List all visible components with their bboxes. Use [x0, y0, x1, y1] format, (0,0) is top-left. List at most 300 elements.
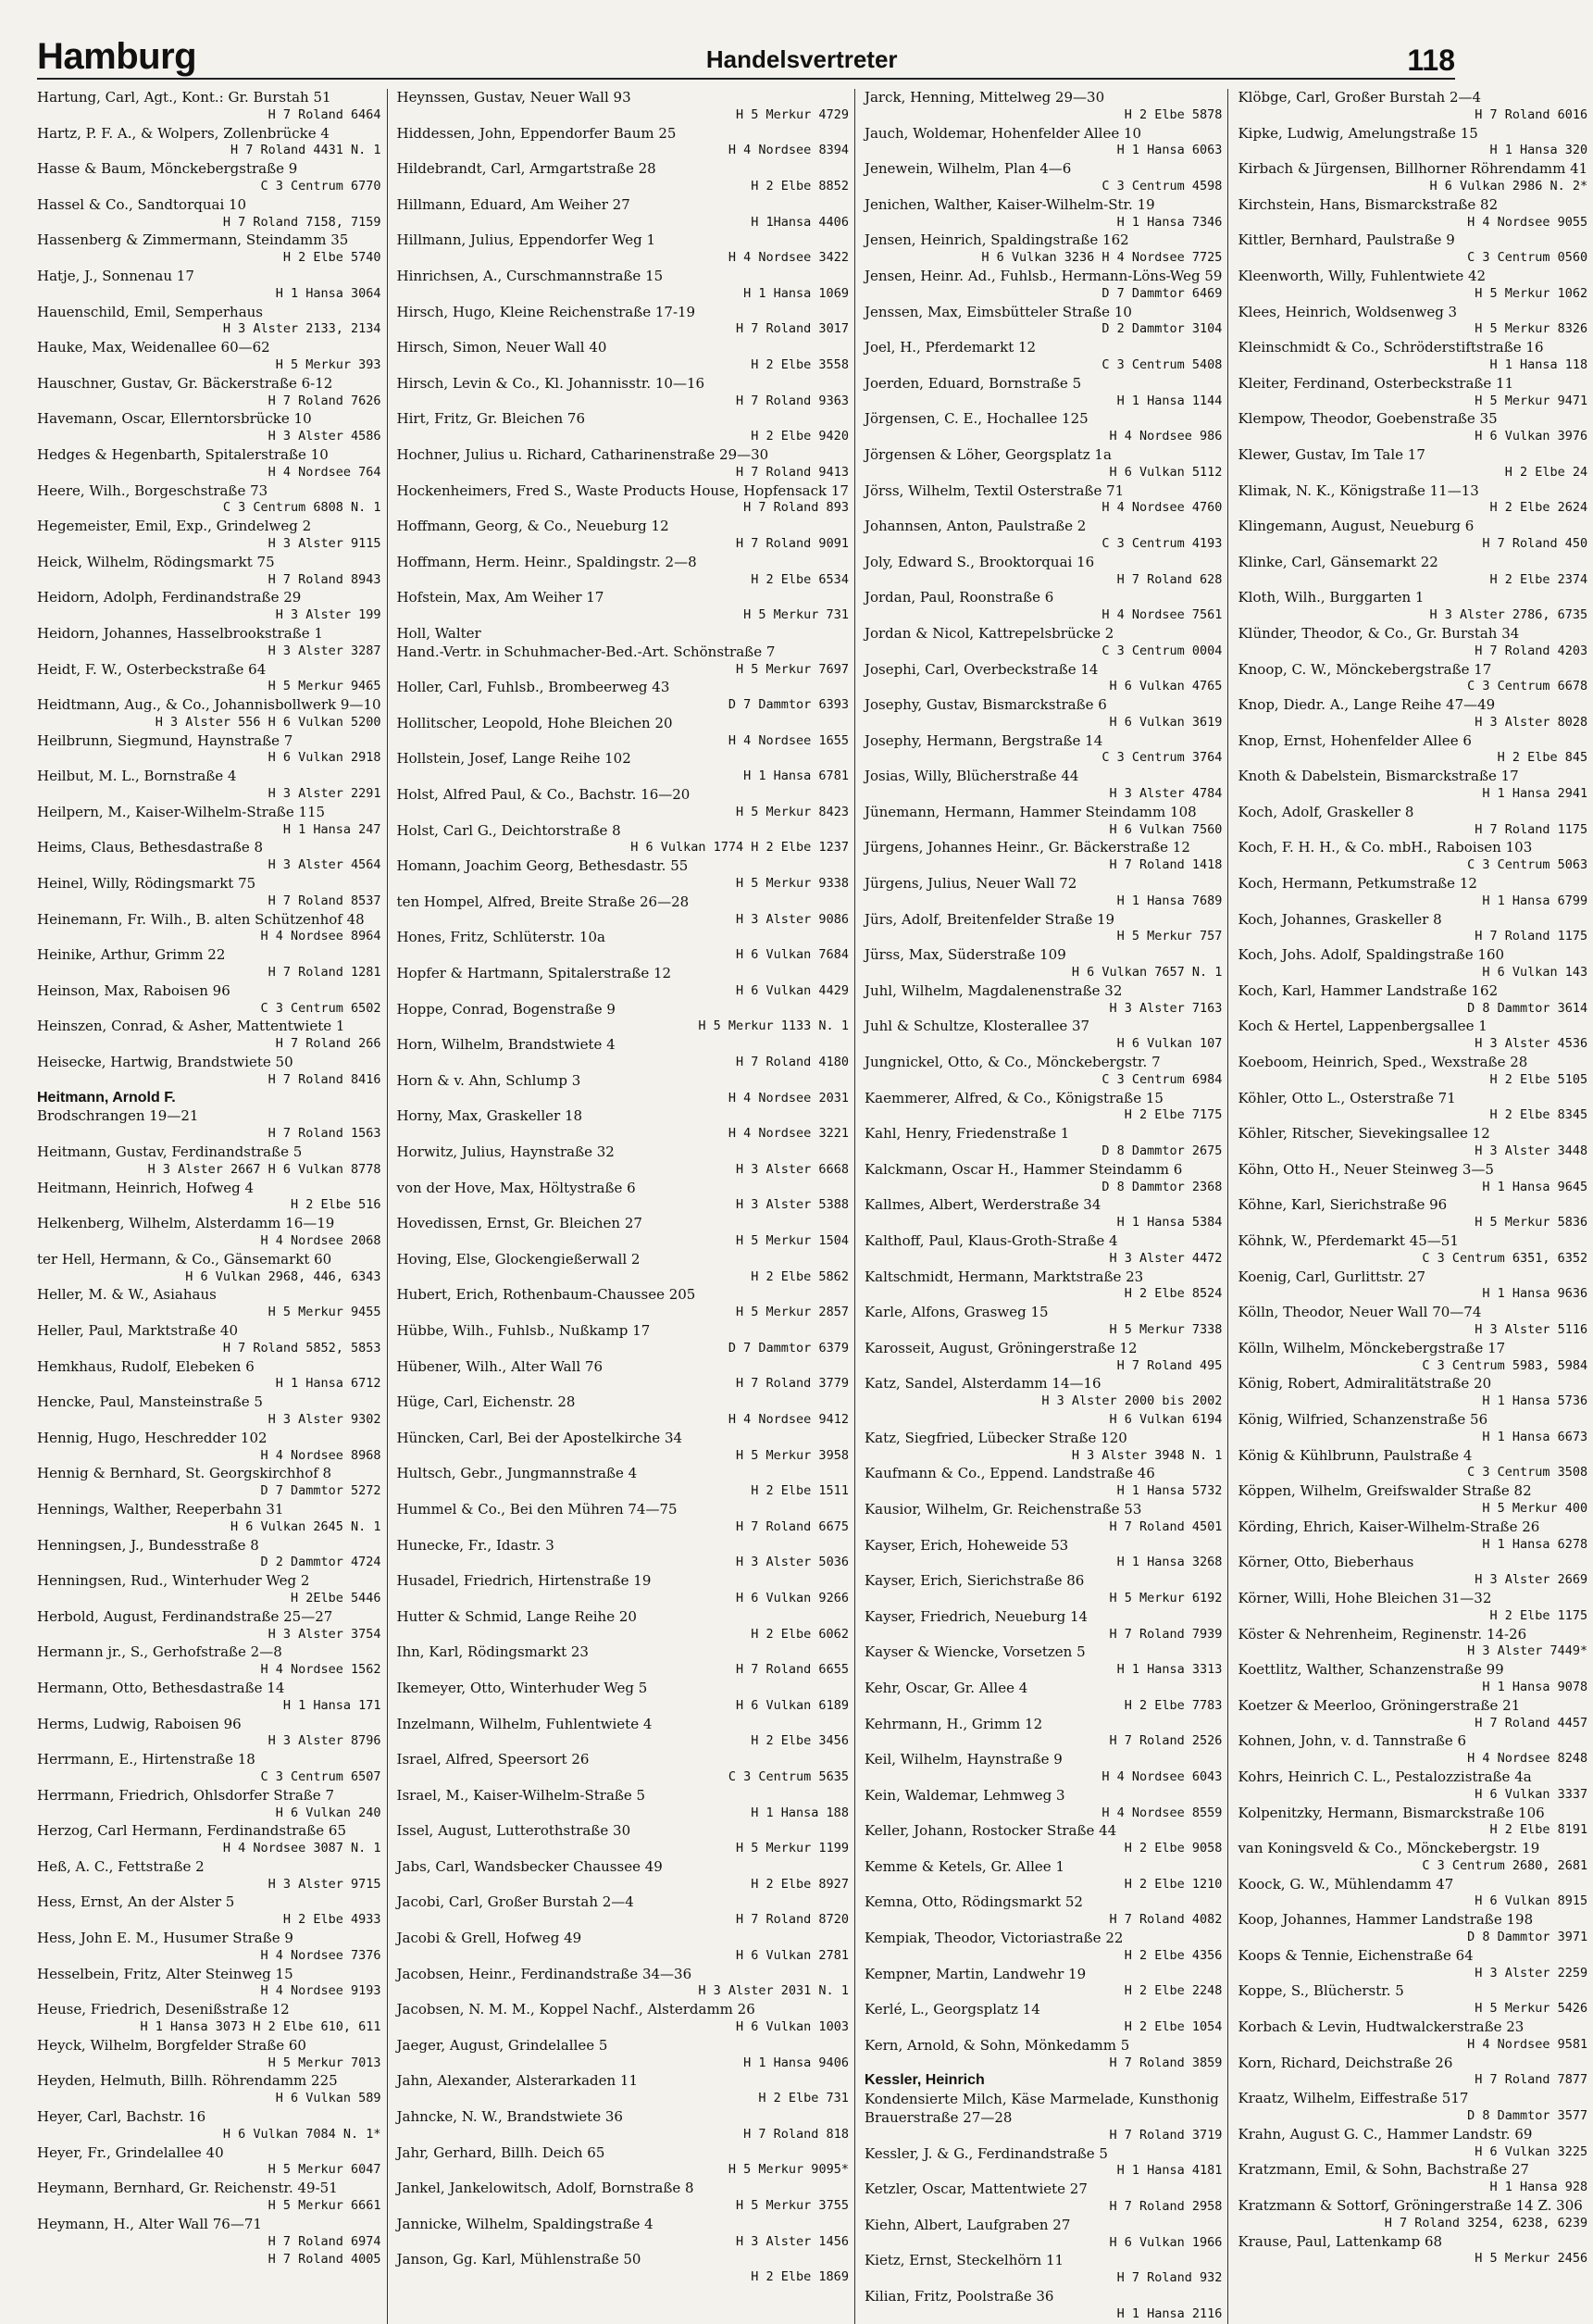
page-header [37, 22, 1455, 80]
directory-entry [865, 2109, 1222, 2144]
entry-name: Hutter & Schmid, Lange Reihe 20 [396, 1607, 637, 1625]
entry-phone: H 7 Roland 450 [1482, 535, 1588, 551]
directory-entry [37, 1751, 381, 1786]
directory-entry [865, 982, 1222, 1018]
entry-name: Hollitscher, Leopold, Hohe Bleichen 20 [396, 714, 673, 731]
directory-entry [397, 965, 849, 1000]
entry-name: Hasse & Baum, Mönckebergstraße 9 [37, 160, 298, 178]
entry-name: Koch & Hertel, Lappenbergsallee 1 [1238, 1018, 1487, 1035]
entry-name: Koettlitz, Walther, Schanzenstraße 99 [1238, 1661, 1504, 1679]
entry-phone: H 7 Roland 266 [275, 1036, 381, 1052]
directory-entry [37, 160, 381, 195]
directory-entry [397, 446, 849, 481]
entry-name: Husadel, Friedrich, Hirtenstraße 19 [396, 1572, 652, 1590]
entry-name: Holst, Carl G., Deichtorstraße 8 [396, 821, 621, 839]
entry-name: Kayser, Erich, Hoheweide 53 [864, 1536, 1069, 1554]
entry-name: Holst, Alfred Paul, & Co., Bachstr. 16—20 [396, 786, 691, 804]
directory-entry [865, 839, 1222, 874]
entry-name: Karosseit, August, Gröningerstraße 12 [864, 1339, 1138, 1356]
directory-entry [865, 1054, 1222, 1089]
entry-name: Hess, Ernst, An der Alster 5 [37, 1893, 235, 1911]
entry-name: Knop, Diedr. A., Lange Reihe 47—49 [1238, 696, 1496, 714]
directory-entry [397, 1322, 849, 1357]
directory-entry [865, 1465, 1222, 1500]
entry-phone: H 7 Roland 6675 [736, 1518, 849, 1534]
directory-entry [397, 1716, 849, 1751]
entry-name: Kleiter, Ferdinand, Osterbeckstraße 11 [1238, 374, 1514, 392]
entry-phone: H 5 Merkur 5426 [1475, 2001, 1588, 2017]
entry-phone: H 7 Roland 5852, 5853 [222, 1340, 381, 1356]
entry-phone: H 3 Alster 3448 [1475, 1143, 1588, 1159]
directory-entry [865, 1411, 1222, 1429]
entry-name: Heß, A. C., Fettstraße 2 [37, 1857, 205, 1875]
entry-name: Janson, Gg. Karl, Mühlenstraße 50 [396, 2251, 641, 2268]
directory-entry [37, 339, 381, 374]
entry-name: Jacobsen, N. M. M., Koppel Nachf., Alsterdamm 26 [396, 2001, 755, 2018]
entry-phone: H 5 Merkur 1199 [736, 1841, 849, 1856]
entry-phone: H 3 Alster 7449* [1467, 1643, 1588, 1659]
directory-entry [865, 911, 1222, 946]
directory-entry [1238, 661, 1587, 696]
directory-entry [37, 482, 381, 518]
entry-phone: C 3 Centrum 4193 [1101, 535, 1223, 551]
entry-name: Hofstein, Max, Am Weiher 17 [396, 589, 604, 606]
entry-name: Hennig, Hugo, Heschredder 102 [37, 1429, 268, 1446]
entry-name: Kayser & Wiencke, Vorsetzen 5 [864, 1643, 1086, 1661]
directory-entry [1238, 89, 1587, 124]
entry-phone: H 6 Vulkan 589 [275, 2091, 381, 2106]
entry-phone: H 6 Vulkan 6194 [1109, 1411, 1223, 1427]
entry-phone: H 4 Nordsee 1655 [728, 732, 849, 748]
entry-name: Heyck, Wilhelm, Borgfelder Straße 60 [37, 2036, 306, 2054]
entry-name: Heilbrunn, Siegmund, Haynstraße 7 [37, 731, 293, 749]
entry-phone: H 1 Hansa 3073 H 2 Elbe 610, 611 [140, 2019, 381, 2035]
entry-name: Hüncken, Carl, Bei der Apostelkirche 34 [396, 1429, 683, 1446]
directory-entry [37, 1322, 381, 1357]
entry-name: Hennings, Walther, Reeperbahn 31 [37, 1500, 284, 1518]
entry-name: Koch, Adolf, Graskeller 8 [1238, 803, 1414, 820]
entry-phone: C 3 Centrum 6984 [1101, 1071, 1223, 1087]
directory-entry [397, 1001, 849, 1036]
directory-entry [37, 768, 381, 803]
entry-name: Jaeger, August, Grindelallee 5 [396, 2036, 608, 2054]
entry-name: Heynssen, Gustav, Neuer Wall 93 [396, 89, 631, 106]
directory-entry [37, 89, 381, 124]
entry-phone: H 6 Vulkan 1774 H 2 Elbe 1237 [630, 840, 849, 856]
entry-name: Hesselbein, Fritz, Alter Steinweg 15 [37, 1965, 293, 1982]
entry-name: Klünder, Theodor, & Co., Gr. Burstah 34 [1238, 624, 1520, 642]
entry-phone: H 1 Hansa 9078 [1482, 1679, 1588, 1694]
directory-entry [865, 2037, 1222, 2072]
entry-name: Koch, Johs. Adolf, Spaldingstraße 160 [1238, 946, 1505, 964]
directory-entry [37, 1251, 381, 1286]
entry-phone: C 3 Centrum 6507 [260, 1768, 381, 1784]
entry-name: Jürs, Adolf, Breitenfelder Straße 19 [864, 910, 1115, 928]
directory-entry [397, 1537, 849, 1572]
entry-name: Kalthoff, Paul, Klaus-Groth-Straße 4 [864, 1232, 1118, 1249]
directory-entry [397, 1251, 849, 1286]
entry-phone: D 7 Dammtor 5272 [260, 1483, 381, 1499]
entry-phone: H 1 Hansa 9406 [743, 2055, 849, 2070]
entry-phone: H 1 Hansa 171 [282, 1697, 381, 1713]
directory-entry [1238, 1411, 1587, 1446]
city-title: Hamburg [37, 36, 197, 77]
entry-phone: H 1 Hansa 9636 [1482, 1286, 1588, 1302]
entry-phone: H 5 Merkur 9455 [268, 1305, 381, 1320]
entry-name: Katz, Sandel, Alsterdamm 14—16 [864, 1375, 1101, 1393]
directory-entry [37, 1393, 381, 1429]
entry-name: Jürss, Max, Süderstraße 109 [864, 946, 1066, 964]
entry-name: Korbach & Levin, Hudtwalckerstraße 23 [1238, 2018, 1525, 2036]
entry-phone: H 7 Roland 8720 [736, 1912, 849, 1928]
directory-entry [1238, 410, 1587, 445]
entry-phone: H 2 Elbe 5878 [1124, 106, 1223, 122]
entry-name: Kratzmann, Emil, & Sohn, Bachstraße 27 [1238, 2161, 1529, 2179]
directory-entry [37, 732, 381, 768]
directory-entry [37, 196, 381, 231]
entry-name: Heidorn, Johannes, Hasselbrookstraße 1 [37, 624, 323, 642]
entry-name: Kessler, Heinrich [864, 2072, 985, 2089]
directory-entry [865, 1930, 1222, 1965]
entry-phone: H 4 Nordsee 9193 [260, 1983, 381, 1999]
column-2 [397, 89, 855, 2324]
entry-phone: D 8 Dammtor 2675 [1101, 1143, 1223, 1159]
directory-entry [1238, 1125, 1587, 1160]
directory-entry [1238, 339, 1587, 374]
entry-phone: H 4 Nordsee 8394 [728, 143, 849, 158]
entry-phone: H 5 Merkur 1504 [736, 1233, 849, 1248]
directory-entry [37, 1643, 381, 1679]
entry-name: Heitmann, Gustav, Ferdinandstraße 5 [37, 1143, 303, 1161]
entry-name: Josephy, Gustav, Bismarckstraße 6 [864, 696, 1107, 714]
directory-entry [1238, 839, 1587, 874]
entry-name: Hockenheimers, Fred S., Waste Products House, Hopfensack 17 [396, 481, 849, 499]
entry-name: Kirchstein, Hans, Bismarckstraße 82 [1238, 195, 1499, 213]
directory-entry [865, 1125, 1222, 1160]
entry-phone: D 2 Dammtor 4724 [260, 1555, 381, 1570]
entry-name: Horny, Max, Graskeller 18 [396, 1107, 583, 1125]
directory-entry [1238, 1768, 1587, 1804]
entry-phone: H 5 Merkur 7338 [1109, 1321, 1223, 1337]
entry-name: Hildebrandt, Carl, Armgartstraße 28 [396, 160, 656, 178]
directory-entry [865, 1196, 1222, 1231]
entry-name: Heitmann, Heinrich, Hofweg 4 [37, 1179, 255, 1196]
entry-name: König, Wilfried, Schanzenstraße 56 [1238, 1410, 1488, 1428]
entry-phone: H 7 Roland 4005 [268, 2252, 381, 2268]
directory-entry [865, 2072, 1222, 2090]
entry-name: Korn, Richard, Deichstraße 26 [1238, 2054, 1453, 2071]
entry-name: Henningsen, Rud., Winterhuder Weg 2 [37, 1572, 310, 1590]
entry-name: Jordan & Nicol, Kattrepelsbrücke 2 [864, 624, 1114, 642]
directory-entry [37, 1107, 381, 1143]
entry-phone: H 2 Elbe 516 [291, 1197, 381, 1213]
entry-name: Köhnk, W., Pferdemarkt 45—51 [1238, 1232, 1459, 1249]
entry-name: Joerden, Eduard, Bornstraße 5 [864, 374, 1082, 392]
entry-name: Hollstein, Josef, Lange Reihe 102 [396, 750, 631, 768]
directory-entry [1238, 1626, 1587, 1661]
directory-entry [37, 410, 381, 445]
directory-entry [1238, 875, 1587, 910]
entry-phone: H 4 Nordsee 3087 N. 1 [222, 1841, 381, 1856]
directory-entry [37, 1143, 381, 1179]
entry-name: Herrmann, Friedrich, Ohlsdorfer Straße 7 [37, 1786, 334, 1804]
directory-entry [865, 1268, 1222, 1304]
entry-phone: H 7 Roland 1281 [268, 965, 381, 981]
entry-phone: H 2 Elbe 6534 [751, 571, 849, 587]
entry-name: Klinke, Carl, Gänsemarkt 22 [1238, 553, 1438, 570]
entry-phone: H 4 Nordsee 6043 [1101, 1768, 1223, 1784]
entry-phone: H 2 Elbe 8927 [751, 1876, 849, 1892]
entry-phone: H 5 Merkur 731 [743, 607, 849, 623]
entry-phone: H 7 Roland 9413 [736, 464, 849, 480]
entry-name: Brodschrangen 19—21 [37, 1107, 199, 1125]
directory-entry [397, 554, 849, 589]
entry-phone: H 2 Elbe 5105 [1489, 1071, 1588, 1087]
entry-name: Heyer, Fr., Grindelallee 40 [37, 2143, 224, 2161]
entry-phone: H 2 Elbe 9420 [751, 429, 849, 444]
entry-phone: H 7 Roland 3719 [1109, 2127, 1223, 2143]
directory-entry [1238, 554, 1587, 589]
directory-entry [1238, 482, 1587, 518]
entry-name: Kirbach & Jürgensen, Billhorner Röhrendamm 41 [1238, 160, 1588, 178]
column-3 [865, 89, 1228, 2324]
entry-phone: H 7 Roland 7626 [268, 393, 381, 408]
directory-entry [1238, 1911, 1587, 1946]
entry-phone: H 7 Roland 3859 [1109, 2055, 1223, 2070]
entry-name: Jordan, Paul, Roonstraße 6 [864, 589, 1054, 606]
entry-phone: H 4 Nordsee 764 [268, 464, 381, 480]
entry-name: Heller, Paul, Marktstraße 40 [37, 1321, 239, 1339]
directory-entry [865, 2091, 1222, 2108]
entry-phone: H 3 Alster 3948 N. 1 [1071, 1447, 1223, 1463]
entry-phone: H 7 Roland 818 [743, 2126, 849, 2142]
directory-entry [37, 839, 381, 874]
entry-name: Kayser, Erich, Sierichstraße 86 [864, 1572, 1085, 1590]
entry-phone: H 2 Elbe 5862 [751, 1268, 849, 1284]
entry-name: Jacobi & Grell, Hofweg 49 [396, 1930, 582, 1947]
entry-name: Koenig, Carl, Gurlittstr. 27 [1238, 1268, 1426, 1285]
directory-entry [865, 732, 1222, 768]
entry-phone: H 1 Hansa 7689 [1116, 893, 1223, 908]
directory-entry [865, 268, 1222, 303]
directory-entry [397, 160, 849, 195]
entry-phone: H 7 Roland 1563 [268, 1126, 381, 1142]
entry-phone: H 7 Roland 6655 [736, 1662, 849, 1678]
entry-phone: H 7 Roland 2958 [1109, 2199, 1223, 2215]
entry-phone: H 1 Hansa 1144 [1116, 393, 1223, 408]
entry-name: Kahl, Henry, Friedenstraße 1 [864, 1125, 1070, 1143]
entry-phone: H 5 Merkur 3958 [736, 1447, 849, 1463]
entry-phone: H 7 Roland 4431 N. 1 [230, 143, 381, 158]
entry-name: Kaufmann & Co., Eppend. Landstraße 46 [864, 1465, 1155, 1482]
entry-phone: H 4 Nordsee 3221 [728, 1126, 849, 1142]
directory-entry [865, 1608, 1222, 1643]
entry-phone: H 4 Nordsee 8248 [1467, 1751, 1588, 1767]
entry-name: Hoppe, Conrad, Bogenstraße 9 [396, 1000, 616, 1018]
entry-phone: C 3 Centrum 0004 [1101, 643, 1223, 658]
directory-entry [397, 1822, 849, 1857]
directory-entry [1238, 304, 1587, 339]
directory-entry [37, 2037, 381, 2072]
directory-entry [865, 1537, 1222, 1572]
entry-phone: H 7 Roland 6974 [268, 2233, 381, 2249]
entry-name: Knop, Ernst, Hohenfelder Allee 6 [1238, 731, 1472, 749]
entry-name: van Koningsveld & Co., Mönckebergstr. 19 [1238, 1840, 1540, 1857]
entry-name: Hennig & Bernhard, St. Georgskirchhof 8 [37, 1465, 332, 1482]
entry-phone: H 3 Alster 2133, 2134 [222, 321, 381, 337]
entry-phone: H 6 Vulkan 2968, 446, 6343 [185, 1268, 381, 1284]
entry-name: Juhl, Wilhelm, Magdalenenstraße 32 [864, 981, 1123, 999]
entry-name: Hatje, J., Sonnenau 17 [37, 267, 194, 284]
entry-name: Hirsch, Hugo, Kleine Reichenstraße 17-19 [396, 303, 696, 320]
entry-name: Jahn, Alexander, Alsterarkaden 11 [396, 2072, 639, 2090]
entry-name: Kausior, Wilhelm, Gr. Reichenstraße 53 [864, 1500, 1142, 1518]
directory-entry [865, 375, 1222, 410]
entry-name: Köhler, Ritscher, Sievekingsallee 12 [1238, 1125, 1490, 1143]
entry-phone: H 2 Elbe 2374 [1489, 571, 1588, 587]
entry-name: Jauch, Woldemar, Hohenfelder Allee 10 [864, 124, 1142, 142]
entry-name: Hiddessen, John, Eppendorfer Baum 25 [396, 124, 677, 142]
entry-phone: C 3 Centrum 6808 N. 1 [222, 500, 381, 516]
entry-name: Hedges & Hegenbarth, Spitalerstraße 10 [37, 445, 329, 463]
entry-name: Körding, Ehrich, Kaiser-Wilhelm-Straße 26 [1238, 1518, 1540, 1535]
directory-entry [397, 125, 849, 160]
directory-entry [865, 1430, 1222, 1465]
directory-entry [397, 1643, 849, 1679]
entry-name: Klingemann, August, Neueburg 6 [1238, 518, 1475, 535]
directory-entry [397, 1358, 849, 1393]
directory-entry [865, 625, 1222, 660]
entry-phone: H 1Hansa 4406 [751, 214, 849, 230]
directory-entry [1238, 1518, 1587, 1554]
entry-name: Hunecke, Fr., Idastr. 3 [396, 1536, 554, 1554]
directory-entry [865, 1572, 1222, 1607]
entry-phone: H 3 Alster 4536 [1475, 1036, 1588, 1052]
entry-phone: H 6 Vulkan 3976 [1475, 429, 1588, 444]
entry-name: Koetzer & Meerloo, Gröningerstraße 21 [1238, 1696, 1521, 1714]
entry-name: Homann, Joachim Georg, Bethesdastr. 55 [396, 857, 689, 875]
directory-entry [1238, 231, 1587, 267]
entry-name: Havemann, Oscar, Ellerntorsbrücke 10 [37, 410, 312, 428]
entry-phone: H 7 Roland 6464 [268, 106, 381, 122]
directory-entry [1238, 768, 1587, 803]
directory-entry [1238, 1661, 1587, 1696]
entry-phone: H 2 Elbe 7175 [1124, 1107, 1223, 1123]
entry-name: Köhler, Otto L., Osterstraße 71 [1238, 1089, 1456, 1106]
entry-name: Horn & v. Ahn, Schlump 3 [396, 1071, 581, 1089]
directory-entry [1238, 982, 1587, 1018]
entry-name: Jarck, Henning, Mittelweg 29—30 [864, 89, 1105, 106]
directory-entry [37, 1537, 381, 1572]
entry-phone: H 6 Vulkan 4429 [736, 982, 849, 998]
directory-entry [397, 643, 849, 679]
directory-entry [37, 2108, 381, 2143]
entry-name: Hillmann, Julius, Eppendorfer Weg 1 [396, 231, 656, 249]
entry-phone: H 2 Elbe 1210 [1124, 1876, 1223, 1892]
entry-name: Jünemann, Hermann, Hammer Steindamm 108 [864, 803, 1197, 820]
entry-name: Heere, Wilh., Borgeschstraße 73 [37, 481, 268, 499]
entry-phone: H 3 Alster 8796 [268, 1733, 381, 1749]
directory-entry [37, 1054, 381, 1089]
directory-entry [397, 750, 849, 785]
entry-phone: H 1 Hansa 7346 [1116, 214, 1223, 230]
directory-entry [1238, 911, 1587, 946]
directory-entry [37, 2072, 381, 2107]
entry-phone: H 2 Elbe 2624 [1489, 500, 1588, 516]
entry-name: Katz, Siegfried, Lübecker Straße 120 [864, 1429, 1127, 1446]
entry-phone: H 2 Elbe 3456 [751, 1733, 849, 1749]
entry-name: Kaltschmidt, Hermann, Marktstraße 23 [864, 1268, 1144, 1285]
entry-phone: H 7 Roland 3779 [736, 1376, 849, 1392]
directory-entry [37, 1215, 381, 1250]
directory-entry [1238, 696, 1587, 731]
entry-phone: H 7 Roland 4082 [1109, 1912, 1223, 1928]
directory-entry [397, 1966, 849, 2001]
entry-phone: H 3 Alster 9715 [268, 1876, 381, 1892]
entry-name: Hummel & Co., Bei den Mühren 74—75 [396, 1500, 678, 1518]
directory-entry [1238, 1947, 1587, 1982]
entry-phone: H 5 Merkur 7697 [736, 661, 849, 677]
entry-phone: H 7 Roland 3254, 6238, 6239 [1384, 2215, 1588, 2230]
entry-phone: H 7 Roland 7877 [1475, 2072, 1588, 2088]
entry-name: Hillmann, Eduard, Am Weiher 27 [396, 195, 630, 213]
column-1 [37, 89, 388, 2324]
entry-name: Klimak, N. K., Königstraße 11—13 [1238, 481, 1479, 499]
entry-phone: H 3 Alster 5388 [736, 1197, 849, 1213]
entry-phone: H 3 Alster 4564 [268, 857, 381, 873]
entry-name: Herms, Ludwig, Raboisen 96 [37, 1715, 242, 1732]
entry-name: Ihn, Karl, Rödingsmarkt 23 [396, 1643, 589, 1661]
directory-entry [397, 1393, 849, 1429]
entry-phone: H 2 Elbe 8191 [1489, 1822, 1588, 1838]
entry-name: Heymann, H., Alter Wall 76—71 [37, 2215, 262, 2232]
entry-phone: H 7 Roland 6016 [1475, 106, 1588, 122]
directory-entry [37, 1716, 381, 1751]
entry-phone: H 5 Merkur 5836 [1475, 1215, 1588, 1231]
entry-phone: H 5 Merkur 1133 N. 1 [698, 1018, 849, 1034]
directory-entry [397, 196, 849, 231]
entry-phone: H 1 Hansa 3313 [1116, 1662, 1223, 1678]
directory-entry [1238, 1447, 1587, 1482]
directory-entry [397, 1787, 849, 1822]
directory-entry [37, 2216, 381, 2251]
directory-entry [397, 679, 849, 714]
entry-name: Kerlé, L., Georgsplatz 14 [864, 2001, 1040, 2018]
entry-name: Jörgensen & Löher, Georgsplatz 1a [864, 445, 1112, 463]
entry-phone: H 4 Nordsee 9581 [1467, 2036, 1588, 2052]
entry-phone: H 7 Roland 495 [1116, 1357, 1223, 1373]
directory-entry [1238, 1304, 1587, 1339]
entry-phone: H 5 Merkur 9465 [268, 679, 381, 694]
directory-entry [1238, 1876, 1587, 1911]
directory-entry [1238, 1732, 1587, 1768]
directory-entry [1238, 2018, 1587, 2054]
directory-entry [865, 875, 1222, 910]
directory-entry [397, 375, 849, 410]
directory-entry [37, 911, 381, 946]
entry-name: Keller, Johann, Rostocker Straße 44 [864, 1822, 1117, 1840]
directory-entry [397, 1143, 849, 1179]
entry-phone: H 3 Alster 4784 [1109, 786, 1223, 802]
entry-name: Kehrmann, H., Grimm 12 [864, 1715, 1043, 1732]
entry-name: Israel, M., Kaiser-Wilhelm-Straße 5 [396, 1786, 646, 1804]
entry-name: Kittler, Bernhard, Paulstraße 9 [1238, 231, 1455, 249]
entry-phone: H 5 Merkur 9338 [736, 876, 849, 892]
entry-phone: H 6 Vulkan 5112 [1109, 464, 1223, 480]
entry-phone: H 6 Vulkan 107 [1116, 1036, 1223, 1052]
entry-phone: H 6 Vulkan 3236 H 4 Nordsee 7725 [981, 250, 1223, 266]
directory-entry [1238, 375, 1587, 410]
